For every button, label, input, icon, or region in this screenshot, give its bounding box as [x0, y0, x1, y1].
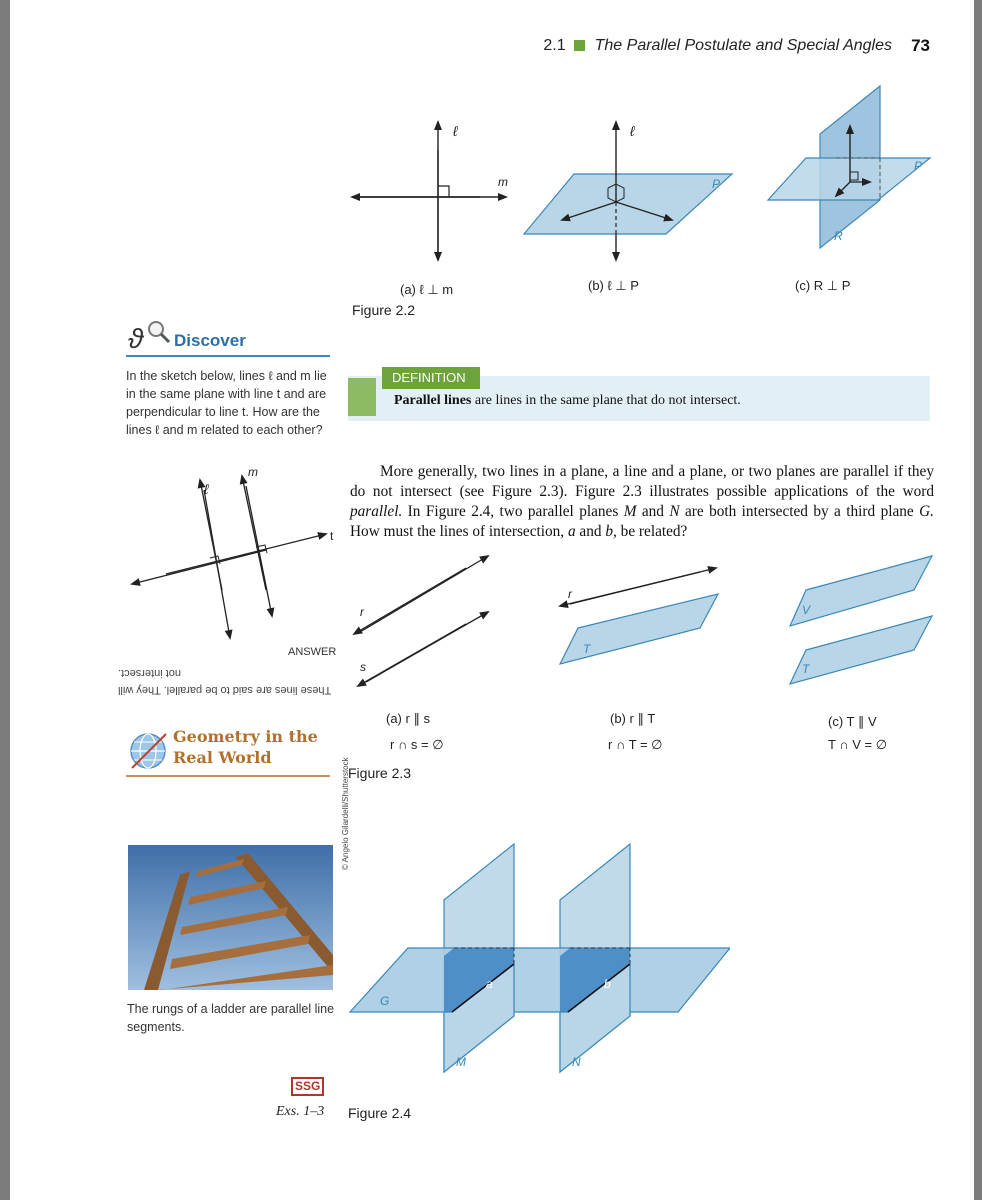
sketch-label-m: m	[248, 465, 258, 479]
figure-2-2-label: Figure 2.2	[352, 302, 416, 318]
figure-2-2a	[330, 110, 510, 270]
plane-P	[524, 174, 732, 234]
figure-2-3b-caption: (b) r ∥ T	[610, 711, 656, 726]
discover-magnifier-icon	[126, 318, 172, 354]
figure-2-2a-caption: (a) ℓ ⊥ m	[400, 282, 454, 297]
running-head	[543, 37, 892, 55]
label-P-b: P	[712, 177, 721, 191]
geometry-real-world-title	[173, 726, 333, 768]
plane-V-c	[790, 556, 932, 626]
ladder-caption: The rungs of a ladder are parallel line segments.	[127, 1002, 335, 1034]
definition-body: are lines in the same plane that do not intersect.	[471, 393, 741, 408]
figure-2-3c-subcaption: T ∩ V = ∅	[828, 737, 888, 752]
answer-text-upside-down: These lines are said to be parallel. They will not intersect.	[118, 667, 332, 696]
figure-2-3a	[346, 550, 496, 690]
geo-title-line2: Real World	[173, 748, 272, 767]
geometry-real-world-rule	[126, 775, 330, 777]
label-T-c: T	[802, 662, 810, 676]
section-number: 2.1	[543, 37, 566, 54]
label-l-b: ℓ	[630, 123, 635, 139]
right-angle-mark	[438, 186, 449, 197]
section-title: The Parallel Postulate and Special Angles	[594, 37, 892, 54]
ladder-photo	[128, 845, 333, 990]
textbook-page	[10, 0, 974, 1200]
body-paragraph: More generally, two lines in a plane, a line and a plane, or two planes are parallel if they do not intersect (see Figure 2.3). Figure 2.3 illustrates possible applications of the word parallel. In Figure 2.4, two parallel planes M and N are both intersected by a third plane G. How must the lines of intersection, a and b, be related?	[350, 463, 934, 540]
figure-2-2c-caption: (c) R ⊥ P	[795, 278, 851, 293]
definition-term: Parallel lines	[394, 393, 472, 408]
definition-tab: DEFINITION	[382, 367, 480, 389]
figure-2-3b-subcaption: r ∩ T = ∅	[608, 737, 663, 752]
sketch-label-l: ℓ	[204, 481, 209, 497]
section-marker-icon	[574, 40, 585, 51]
figure-2-3a-caption: (a) r ∥ s	[386, 711, 431, 726]
label-a: a	[486, 977, 493, 991]
discover-sketch	[126, 460, 340, 642]
label-l: ℓ	[453, 123, 458, 139]
page-number: 73	[911, 36, 930, 55]
figure-2-2b	[516, 110, 736, 270]
figure-2-3-label: Figure 2.3	[348, 765, 412, 781]
definition-accent	[348, 378, 376, 416]
definition-text	[394, 393, 741, 409]
svg-text:ϑ: ϑ	[128, 323, 144, 354]
label-m: m	[498, 175, 508, 189]
label-r-a: r	[360, 605, 364, 619]
geo-title-line1: Geometry in the	[173, 727, 318, 746]
label-N: N	[572, 1055, 581, 1069]
discover-text: In the sketch below, lines ℓ and m lie in the same plane with line t and are perpendicular to line t. How are the lines ℓ and m related to each other?	[126, 369, 327, 437]
label-s-a: s	[360, 660, 366, 674]
label-r-b: r	[568, 587, 572, 601]
figure-2-3b	[550, 560, 720, 670]
label-T-b: T	[583, 642, 591, 656]
figure-2-4-label: Figure 2.4	[348, 1105, 412, 1121]
plane-P-c	[768, 158, 930, 200]
figure-2-2b-caption: (b) ℓ ⊥ P	[588, 278, 639, 293]
figure-2-3c	[776, 554, 936, 688]
plane-T-c	[790, 616, 932, 684]
figure-2-3c-caption: (c) T ∥ V	[828, 714, 877, 729]
discover-rule	[126, 355, 330, 357]
label-M: M	[456, 1055, 466, 1069]
figure-2-4	[348, 840, 730, 1096]
label-b: b	[604, 977, 611, 991]
label-V-c: V	[802, 603, 811, 617]
plane-G	[350, 948, 730, 1012]
photo-credit: © Angelo Gilardelli/Shutterstock	[341, 757, 350, 870]
figure-2-3a-subcaption: r ∩ s = ∅	[390, 737, 444, 752]
discover-title: Discover	[174, 331, 246, 350]
globe-icon	[128, 730, 170, 772]
ssg-badge: SSG	[291, 1077, 324, 1096]
figure-2-2c	[750, 82, 940, 260]
sketch-label-t: t	[330, 529, 334, 543]
answer-label: ANSWER	[288, 646, 337, 658]
exercises-reference: Exs. 1–3	[276, 1104, 325, 1119]
label-G: G	[380, 994, 390, 1008]
label-P-c: P	[914, 159, 923, 173]
label-R-c: R	[834, 229, 843, 243]
